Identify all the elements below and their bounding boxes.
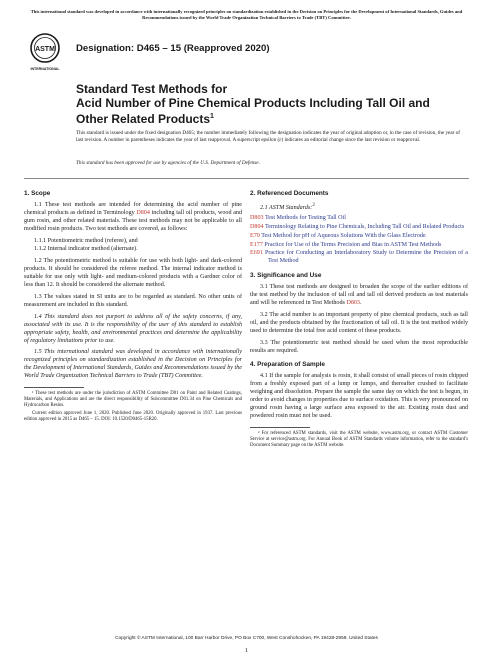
d804-link[interactable]: D804 <box>136 209 150 216</box>
ref-code: E691 <box>250 250 263 257</box>
refs-intro <box>250 202 468 213</box>
designation: Designation: D465 – 15 (Reapproved 2020) <box>76 43 270 54</box>
significance-3-1-text-a: 3.1 These test methods are designed to broaden the scope of the earlier editions of the test method by the inclusion of tall oil and tall oil derived products as test materials and will be referenced in Test Methods <box>250 284 468 306</box>
ref-item[interactable] <box>250 250 468 266</box>
scope-heading: 1. Scope <box>24 190 51 197</box>
title-line-1: Standard Test Methods for <box>76 82 228 96</box>
header-notice: This international standard was developed in accordance with internationally recognized principles on standardization established in the Decision on Principles for the Development of International Standards, Guides and Recommendations issued by the World Trade Organization Technical Barriers to Trade (TBT) Committee. <box>30 9 463 20</box>
refs-heading: 2. Referenced Documents <box>250 190 329 197</box>
footnote-1: ¹ These test methods are under the jurisdiction of ASTM Committee D01 on Paint and Related Coatings, Materials, and Applications and are the direct responsibility of Subcommittee D01.34 on Pine Chemicals and Hydrocarbon Resins. <box>24 391 242 409</box>
footnote-1-edition: Current edition approved June 1, 2020. Published June 2020. Originally approved in 1937. Last previous edition approved in 2015 as D465 – 15. DOI: 10.1520/D0465-15R20. <box>24 411 242 423</box>
scope-1-1-1: 1.1.1 Potentiometric method (referee), and <box>34 237 138 244</box>
refs-intro-text: 2.1 ASTM Standards: <box>260 204 313 211</box>
significance-3-3: 3.3 The potentiometric test method should be used when the most reproducible results are required. <box>250 339 468 354</box>
title-footnote-mark: 1 <box>210 113 214 120</box>
dod-note: This standard has been approved for use by agencies of the U.S. Department of Defense. <box>76 160 260 166</box>
astm-logo-icon <box>28 32 62 74</box>
ref-item[interactable] <box>250 224 468 232</box>
scope-1-1 <box>24 202 242 234</box>
standard-note: This standard is issued under the fixed designation D465; the number immediately following the designation indicates the year of original adoption or, in the case of revision, the year of last revision. A number in parentheses indicates the year of last reapproval. A superscript epsilon (ε) indicates an editorial change since the last revision or reapproval. <box>76 130 461 143</box>
page-number: 1 <box>245 648 248 654</box>
preparation-4-1: 4.1 If the sample for analysis is rosin, it shall consist of small pieces of rosin chipped from a freshly exposed part of a lump or lumps, and thereafter crushed to facilitate weighing and dissolution. Prepare the sample the same day on which the test is begun, in order to avoid changes in properties due to surface oxidation. This is very pronounced on ground rosin having a large surface area exposed to the air. Existing rosin dust and powdered rosin must not be used. <box>250 373 468 419</box>
ref-title: Practice for Use of the Terms Precision and Bias in ASTM Test Methods <box>264 241 442 248</box>
scope-1-3: 1.3 The values stated in SI units are to be regarded as standard. No other units of measurement are included in this standard. <box>24 293 242 308</box>
scope-1-5: 1.5 This international standard was developed in accordance with internationally recognized principles on standardization established in the Decision on Principles for the Development of International Standards, Guides and Recommendations issued by the World Trade Organization Technical Barriers to Trade (TBT) Committee. <box>24 349 242 380</box>
preparation-heading: 4. Preparation of Sample <box>250 361 325 369</box>
ref-item[interactable] <box>250 233 468 241</box>
ref-code: E70 <box>250 232 260 239</box>
significance-3-2: 3.2 The acid number is an important property of pine chemical products, such as tall oil, and the products obtained by the fractionation of tall oil. It is the test method widely used to determine the total free acid content of these products. <box>250 311 468 334</box>
footnote-divider <box>24 387 84 388</box>
ref-item[interactable] <box>250 215 468 223</box>
logo-text: ASTM <box>35 46 55 53</box>
ref-title: Terminology Relating to Pine Chemicals, Including Tall Oil and Related Products <box>264 223 465 230</box>
scope-1-4: 1.4 This standard does not purport to address all of the safety concerns, if any, associated with its use. It is the responsibility of the user of this standard to establish appropriate safety, health, and environmental practices and determine the applicability of regulatory limitations prior to use. <box>24 313 242 344</box>
scope-1-1-text-b: including tall oil products, wood and gum rosin, and other related materials. These test methods may not be applicable to all modified rosin products. Two test methods are covered, as follows: <box>24 209 242 232</box>
ref-code: D804 <box>250 223 264 230</box>
ref-code: D803 <box>250 214 264 221</box>
copyright-footer: Copyright © ASTM International, 100 Barr Harbor Drive, PO Box C700, West Conshohocken, PA 19428-2959. United States <box>115 636 378 641</box>
title-line-2 <box>76 96 436 126</box>
footnote-2: ² For referenced ASTM standards, visit the ASTM website, www.astm.org, or contact ASTM Customer Service at service@astm.org. For Annual Book of ASTM Standards volume information, refer to the standard's Document Summary page on the ASTM website. <box>250 430 468 448</box>
title-main: Acid Number of Pine Chemical Products Including Tall Oil and Other Related Products <box>76 96 430 126</box>
refs-intro-sup: 2 <box>312 201 315 208</box>
header-divider <box>24 178 469 179</box>
scope-1-1-text-a: 1.1 These test methods are intended for determining the acid number of pine chemical products as defined in Terminology <box>24 201 242 216</box>
right-column <box>250 190 468 451</box>
scope-1-1-2: 1.1.2 Internal indicator method (alternate). <box>34 246 138 253</box>
significance-3-1-text-b: . <box>359 300 362 306</box>
significance-heading: 3. Significance and Use <box>250 272 322 280</box>
footnote-divider <box>250 427 310 428</box>
ref-title: Practice for Conducting an Interlaboratory Study to Determine the Precision of a Test Method <box>264 250 468 265</box>
ref-item[interactable] <box>250 242 468 250</box>
ref-code: E177 <box>250 241 263 248</box>
document-title <box>76 82 436 126</box>
astm-logo <box>28 32 62 74</box>
scope-1-2: 1.2 The potentiometric method is suitable for use with both light- and dark-colored products. It should be considered the referee method. The internal indicator method is suitable for use only with light- and medium-colored products with a Gardner color of less than 12. It should be considered the alternate method. <box>24 258 242 289</box>
ref-title: Test Method for pH of Aqueous Solutions With the Glass Electrode <box>261 232 426 239</box>
left-column <box>24 190 242 425</box>
significance-3-1 <box>250 284 468 308</box>
logo-subtext: INTERNATIONAL <box>30 67 60 71</box>
ref-title: Test Methods for Testing Tall Oil <box>264 214 346 221</box>
d803-link[interactable]: D803 <box>346 300 360 306</box>
